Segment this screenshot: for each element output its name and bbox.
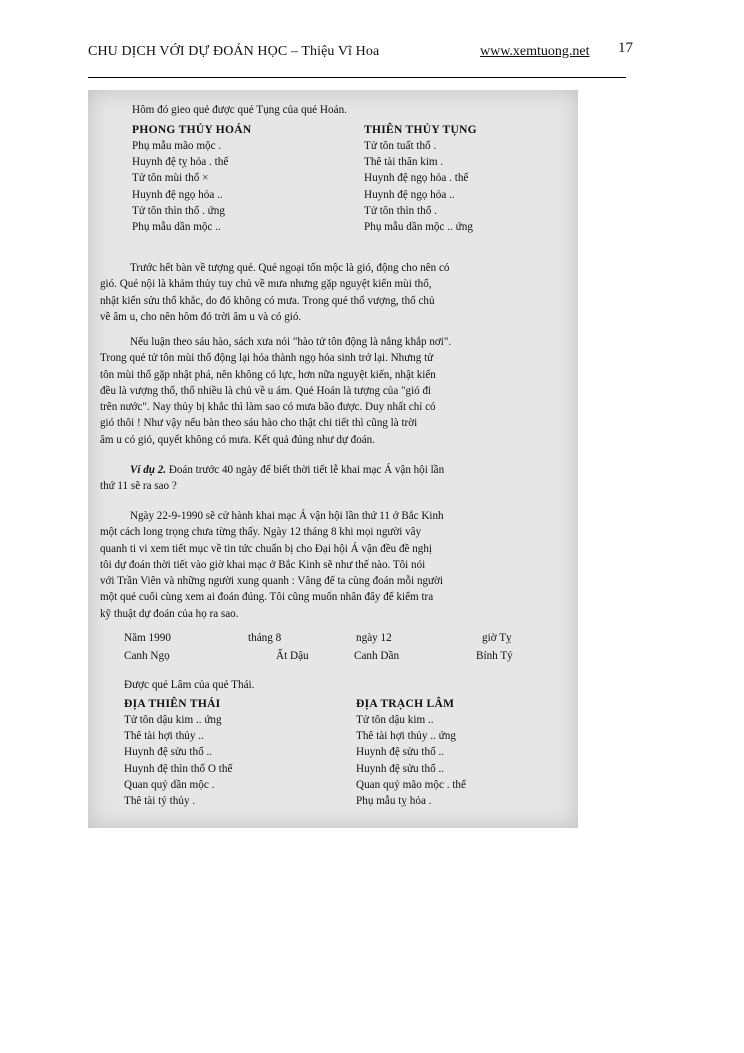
scanned-page-image xyxy=(88,90,578,828)
date-month: tháng 8 xyxy=(248,632,282,644)
text-line: âm u có gió, quyết không có mưa. Kết quả đúng như dự đoán. xyxy=(100,433,375,446)
text-line: tôn mùi thổ gặp nhật phá, nên không có lực, hơn nữa nguyệt kiến, nhật kiến xyxy=(100,368,436,381)
text-line: đều là vượng thổ, thổ nhiều là chủ về u ám. Quẻ Hoán là tượng của "gió đi xyxy=(100,384,432,397)
text-line: một cách long trọng chưa từng thấy. Ngày 12 tháng 8 khi mọi người vây xyxy=(100,526,422,539)
text-line: Trước hết bàn về tượng quẻ. Quẻ ngoại tốn mộc là gió, động cho nên có xyxy=(130,262,450,274)
page-header xyxy=(88,40,633,74)
text-line: quanh ti vi xem tiết mục về tin tức chuẩn bị cho Đại hội Á vận đều đề nghị xyxy=(100,542,432,555)
hexagram-line: Thê tài hợi thủy .. xyxy=(124,730,204,743)
hexagram-line: Huynh đệ tỵ hỏa . thế xyxy=(132,156,229,169)
hexagram-line: Thê tài thân kim . xyxy=(364,156,444,169)
text-line: gió thôi ! Như vậy nếu bàn theo sáu hào cho thật chi tiết thì cũng là trời xyxy=(100,417,418,430)
hexagram-line: Huynh đệ sửu thổ .. xyxy=(356,762,445,775)
date-day: ngày 12 xyxy=(356,632,392,644)
hexagram-name: THIÊN THỦY TỤNG xyxy=(364,124,477,136)
website-link[interactable]: www.xemtuong.net xyxy=(480,44,590,59)
text-line: Trong quẻ tử tôn mùi thổ động lại hóa thành ngọ hỏa sinh trở lại. Nhưng tử xyxy=(100,352,434,365)
intro-line: Hôm đó gieo quẻ được quẻ Tụng của quẻ Hoán. xyxy=(132,104,347,116)
text-line: nhật kiến sửu thổ khắc, do đó không có mưa. Trong quẻ thổ vượng, thổ chủ xyxy=(100,294,435,307)
date-hour-ganzhi: Bính Tý xyxy=(476,650,513,662)
hexagram-line: Quan quỷ mão mộc . thế xyxy=(356,778,466,791)
paragraph-image-analysis xyxy=(100,260,568,325)
text-line: kỹ thuật dự đoán của họ ra sao. xyxy=(100,607,239,620)
text-line: một quẻ cuối cùng xem ai đoán đúng. Tôi cũng muốn nhân đây để kiểm tra xyxy=(100,591,434,604)
paragraph-six-lines-analysis xyxy=(100,334,568,448)
hexagram-name: PHONG THỦY HOÁN xyxy=(132,124,252,136)
result-line: Được quẻ Lâm của quẻ Thái. xyxy=(124,679,255,691)
hexagram-name: ĐỊA TRẠCH LÂM xyxy=(356,698,455,710)
text-line: gió. Quẻ nội là khảm thủy tuy chủ về mưa nhưng gặp nguyệt kiến mùi thổ, xyxy=(100,278,432,291)
hexagram-phong-thuy-hoan xyxy=(132,124,362,237)
hexagram-dia-trach-lam xyxy=(356,698,578,811)
hexagram-line: Huynh đệ sửu thổ .. xyxy=(356,746,445,759)
hexagram-name: ĐỊA THIÊN THÁI xyxy=(124,698,221,710)
hexagram-line: Huynh đệ ngọ hỏa . thế xyxy=(364,172,469,185)
date-year-ganzhi: Canh Ngọ xyxy=(124,650,170,662)
example-text: Đoán trước 40 ngày để biết thời tiết lễ khai mạc Á vận hội lần xyxy=(166,464,445,476)
hexagram-line: Phụ mẫu dần mộc .. ứng xyxy=(364,220,473,233)
date-table xyxy=(124,632,564,666)
hexagram-line: Thê tài tý thủy . xyxy=(124,794,196,807)
example-label: Ví dụ 2. xyxy=(130,464,167,476)
hexagram-line: Tử tôn thìn thổ . xyxy=(364,204,437,217)
page-number: 17 xyxy=(618,40,633,56)
example-heading xyxy=(100,462,568,495)
hexagram-line: Tử tôn mùi thổ × xyxy=(132,172,209,185)
book-title: CHU DỊCH VỚI DỰ ĐOÁN HỌC – Thiệu Vĩ Hoa xyxy=(88,44,380,59)
date-month-ganzhi: Ất Dậu xyxy=(276,650,309,662)
hexagram-line: Huynh đệ ngọ hỏa .. xyxy=(364,188,455,201)
hexagram-line: Phụ mẫu tỵ hỏa . xyxy=(356,794,432,807)
hexagram-line: Quan quỷ dần mộc . xyxy=(124,778,215,791)
hexagram-line: Tử tôn dậu kim .. xyxy=(356,714,434,726)
hexagram-line: Thê tài hợi thủy .. ứng xyxy=(356,730,456,743)
text-line: thứ 11 sẽ ra sao ? xyxy=(100,480,177,493)
paragraph-asian-games xyxy=(100,508,568,622)
hexagram-line: Huynh đệ sửu thổ .. xyxy=(124,746,213,759)
hexagram-line: Huynh đệ thìn thổ O thế xyxy=(124,762,233,775)
hexagram-line: Tử tôn thìn thổ . ứng xyxy=(132,204,225,217)
hexagram-line: Tử tôn tuất thổ . xyxy=(364,140,437,152)
date-day-ganzhi: Canh Dần xyxy=(354,650,400,662)
text-line: tôi dự đoán thời tiết vào giờ khai mạc ở Bắc Kinh sẽ như thế nào. Tôi nói xyxy=(100,558,426,571)
hexagram-line: Phụ mẫu dần mộc .. xyxy=(132,220,221,233)
hexagram-thien-thuy-tung xyxy=(364,124,578,237)
text-line xyxy=(100,462,568,478)
date-hour: giờ Tỵ xyxy=(482,632,512,644)
text-line: Nếu luận theo sáu hào, sách xưa nói "hào tử tôn động là nắng khắp nơi". xyxy=(130,336,452,348)
hexagram-line: Phụ mẫu mão mộc . xyxy=(132,140,222,152)
text-line: Ngày 22-9-1990 sẽ cử hành khai mạc Á vận hội lần thứ 11 ở Bắc Kinh xyxy=(130,510,444,522)
hexagram-line: Huynh đệ ngọ hỏa .. xyxy=(132,188,223,201)
header-divider xyxy=(88,77,626,78)
text-line: về âm u, cho nên hôm đó trời âm u và có gió. xyxy=(100,310,302,323)
hexagram-line: Tử tôn dậu kim .. ứng xyxy=(124,714,222,726)
text-line: trên nước". Nay thủy bị khắc thì làm sao có mưa bão được. Duy nhất chỉ có xyxy=(100,401,436,414)
text-line: với Trần Viên và những người xung quanh : Vâng để ta cùng đoán mỗi người xyxy=(100,575,444,588)
hexagram-dia-thien-thai xyxy=(124,698,354,811)
date-year: Năm 1990 xyxy=(124,632,171,644)
